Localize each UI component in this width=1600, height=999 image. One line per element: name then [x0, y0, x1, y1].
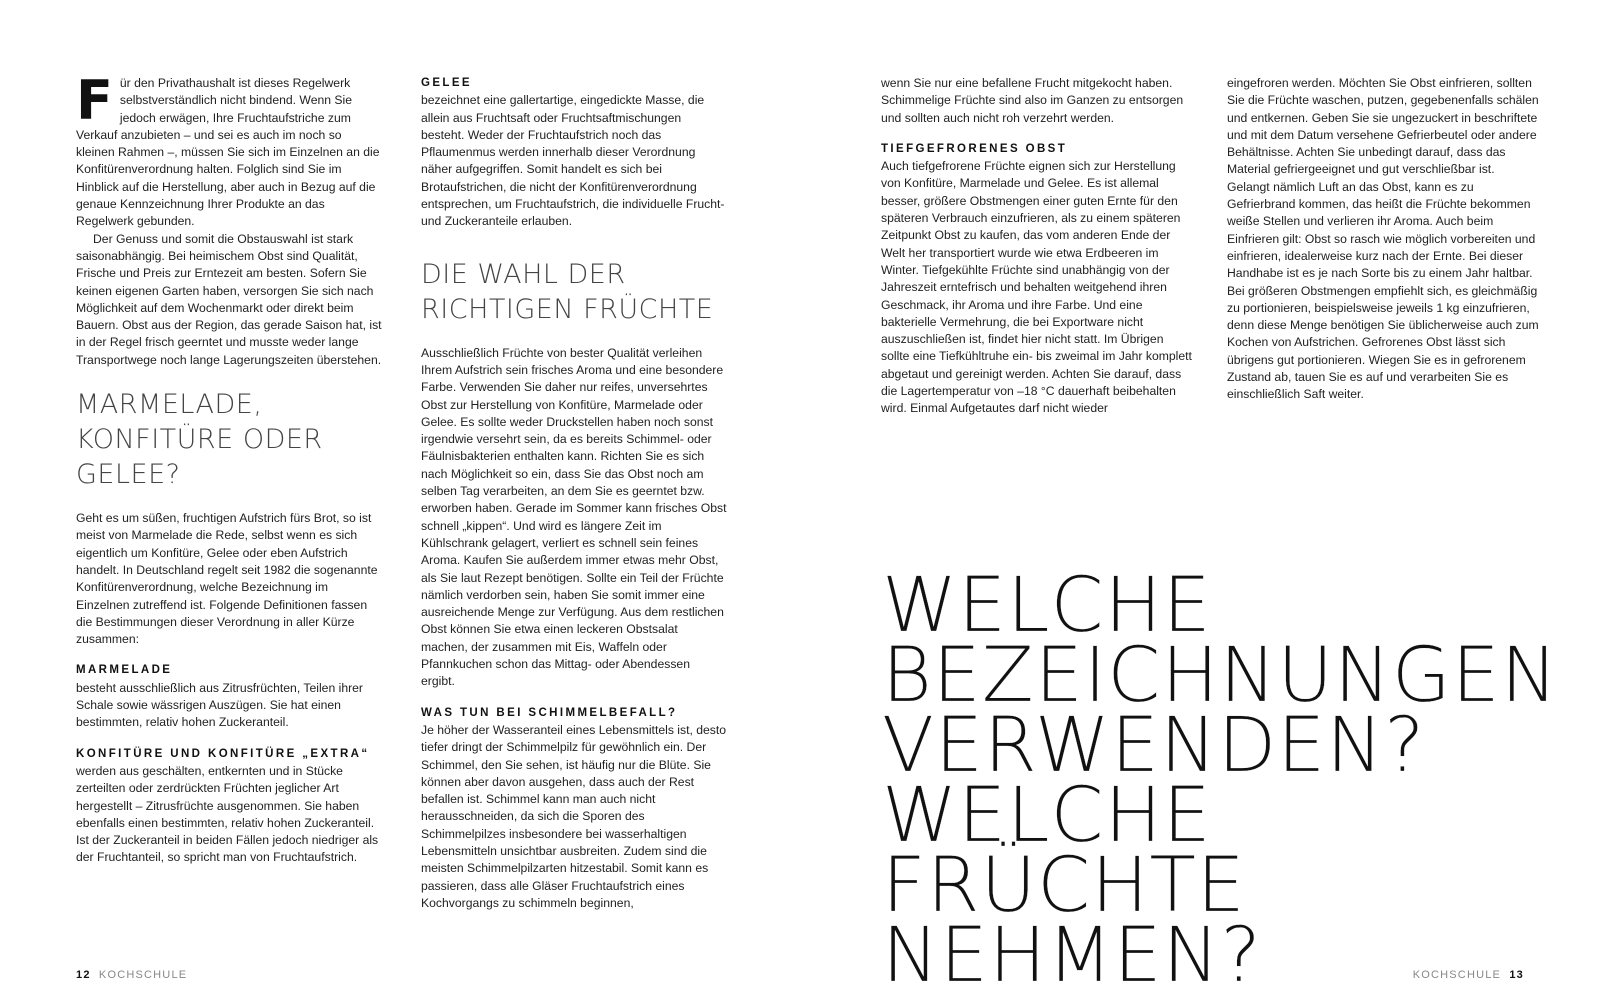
- section-heading-marmelade: MARMELADE, KONFITÜRE ODER GELEE?: [76, 389, 323, 491]
- left-column-1: [76, 69, 382, 867]
- fruit-selection-paragraph: Ausschließlich Früchte von bester Qualität verleihen Ihrem Aufstrich sein frisches Aroma und eine besondere Farbe. Verwenden Sie daher nur reifes, unversehrtes Obst zur Herstellung von Konfitüre, Marmelade oder Gelee. Es sollte weder Druckstellen haben noch sonst irgendwie versehrt sein, da es bereits Schimmel- oder Fäulnisbakterien enthalten kann. Richten Sie es sich nach Möglichkeit so ein, dass Sie das Obst noch am selben Tag verarbeiten, an dem Sie es geerntet bzw. erworben haben. Gerade im Sommer kann frisches Obst schnell „kippen“. Und wird es längere Zeit im Kühlschrank gelagert, verliert es schnell sein feines Aroma. Kaufen Sie außerdem immer etwas mehr Obst, als Sie laut Rezept benötigen. Sollte ein Teil der Früchte nämlich verdorben sein, haben Sie somit immer eine ausreichende Menge zur Verfügung. Aus dem restlichen Obst können Sie etwa einen leckeren Obstsalat machen, der zusammen mit Eis, Waffeln oder Pfannkuchen schon das Mittag- oder Abendessen ergibt.: [421, 345, 727, 689]
- footer-label-right: KOCHSCHULE: [1412, 969, 1502, 981]
- right-column-1: [881, 75, 1193, 418]
- einfrieren-paragraph: eingefroren werden. Möchten Sie Obst einfrieren, sollten Sie die Früchte waschen, putzen, gegebenenfalls schälen und entkernen. Geben Sie sie ungezuckert in beschriftete und mit dem Datum versehene Gefrierbeutel oder andere Behältnisse. Achten Sie unbedingt darauf, dass das Material gefriergeeignet und gut verschließbar ist. Gelangt nämlich Luft an das Obst, kann es zu Gefrierbrand kommen, das heißt die Früchte bekommen weiße Stellen und verlieren ihr Aroma. Auch beim Einfrieren gilt: Obst so rasch wie möglich vorbereiten und einfrieren, idealerweise kurz nach der Ernte. Bei dieser Handhabe ist es je nach Sorte bis zu einem Jahr haltbar. Bei größeren Obstmengen empfiehlt sich, es gleichmäßig zu portionieren, beispielsweise jeweils 1 kg einzufrieren, denn diese Menge benötigen Sie üblicherweise auch zum Kochen von Aufstrichen. Gefrorenes Obst lässt sich übrigens gut portionieren. Wiegen Sie es in gefrorenem Zustand ab, tauen Sie es auf und verarbeiten Sie es einschließlich Saft weiter.: [1227, 76, 1539, 402]
- section-heading-fruechte: DIE WAHL DER RICHTIGEN FRÜCHTE: [421, 258, 714, 325]
- subheading-marmelade: MARMELADE: [76, 664, 173, 677]
- konfituere-definition: werden aus geschälten, entkernten und in Stücke zerteilten oder zerdrückten Früchten jeglicher Art hergestellt – Zitrusfrüchte ausgenommen. Sie haben ebenfalls einen bestimmten, relativ hohen Zuckeranteil. Ist der Zuckeranteil in beiden Fällen jedoch niedriger als der Fruchtanteil, so spricht man von Fruchtaufstrich.: [76, 763, 379, 865]
- page-number-left: 12: [76, 969, 91, 981]
- big-question-headline: WELCHE BEZEICHNUNGEN VERWENDEN? WELCHE FRÜCHTE NEHMEN?: [882, 560, 1559, 999]
- left-column-2: [421, 75, 727, 912]
- subheading-tiefgefroren: TIEFGEFRORENES OBST: [881, 142, 1068, 155]
- intro-paragraph: ür den Privathaushalt ist dieses Regelwerk selbstverständlich nicht bindend. Wenn Sie jedoch erwägen, Ihre Fruchtaufstriche zum Verkauf anzubieten – und sei es auch im noch so kleinen Rahmen –, müssen Sie sich im Einzelnen an die Konfitürenverordnung halten. Folglich sind Sie im Hinblick auf die Herstellung, aber auch in Bezug auf die genaue Kennzeichnung Ihrer Produkte an das Regelwerk gebunden.: [76, 76, 380, 229]
- tiefgefroren-paragraph: Auch tiefgefrorene Früchte eignen sich zur Herstellung von Konfitüre, Marmelade und Gelee. Es ist allemal besser, größere Obstmengen einer guten Ernte für den späteren Verbrauch einzufrieren, als zu einem späteren Zeitpunkt Obst zu kaufen, das vom anderen Ende der Welt her transportiert wurde wie etwa Erdbeeren im Winter. Tiefgekühlte Früchte sind unabhängig von der Jahreszeit erntefrisch und behalten weitgehend ihren Geschmack, ihr Aroma und ihre Farbe. Und eine bakterielle Vermehrung, die bei Exportware nicht auszuschließen ist, findet hier nicht statt. Im Übrigen sollte eine Tiefkühltruhe ein- bis zweimal im Jahr komplett abgetaut und gereinigt werden. Achten Sie darauf, dass die Lagertemperatur von –18 °C dauerhaft beibehalten wird. Einmal Aufgetautes darf nicht wieder: [881, 159, 1192, 416]
- left-page-footer: [76, 969, 187, 981]
- page-number-right: 13: [1509, 969, 1524, 981]
- subheading-konfituere: KONFITÜRE UND KONFITÜRE „EXTRA“: [76, 747, 370, 760]
- schimmel-continued-paragraph: wenn Sie nur eine befallene Frucht mitgekocht haben. Schimmelige Früchte sind also im Ganzen zu entsorgen und sollten auch nicht roh verzehrt werden.: [881, 76, 1184, 125]
- definitions-intro-paragraph: Geht es um süßen, fruchtigen Aufstrich fürs Brot, so ist meist von Marmelade die Rede, selbst wenn es sich eigentlich um Konfitüre, Gelee oder eben Aufstrich handelt. In Deutschland regelt seit 1982 die sogenannte Konfitürenverordnung, welche Bezeichnung im Einzelnen zutreffend ist. Folgende Definitionen fassen die Bestimmungen dieser Verordnung in aller Kürze zusammen:: [76, 511, 378, 647]
- subheading-gelee: GELEE: [421, 77, 472, 89]
- season-paragraph: Der Genuss und somit die Obstauswahl ist stark saisonabhängig. Bei heimischem Obst sind Qualität, Frische und Preis zur Erntezeit am besten. Sofern Sie keinen eigenen Garten haben, versorgen Sie sich nach Möglichkeit auf dem Wochenmarkt oder direkt beim Bauern. Obst aus der Region, das gerade Saison hat, ist in der Regel frisch geerntet und musste weder lange Transportwege noch lange Lagerungszeiten überstehen.: [76, 231, 382, 367]
- schimmel-paragraph: Je höher der Wasseranteil eines Lebensmittels ist, desto tiefer dringt der Schimmelpilz für gewöhnlich ein. Der Schimmel, den Sie sehen, ist häufig nur die Blüte. Sie können aber davon ausgehen, dass auch der Rest befallen ist. Schimmel kann man auch nicht herausschneiden, da sich die Sporen des Schimmelpilzes insbesondere bei wasserhaltigen Lebensmitteln unsichtbar ausbreiten. Zudem sind die meisten Schimmelpilzarten hitzestabil. Somit kann es passieren, dass alle Gläser Fruchtaufstrich eines Kochvorgangs zu schimmeln beginnen,: [421, 722, 727, 910]
- footer-label-left: KOCHSCHULE: [98, 969, 188, 981]
- drop-cap: F: [76, 69, 113, 132]
- right-column-2: [1227, 75, 1539, 404]
- subheading-schimmel: WAS TUN BEI SCHIMMELBEFALL?: [421, 706, 678, 719]
- right-page-footer: [1413, 969, 1524, 981]
- marmelade-definition: besteht ausschließlich aus Zitrusfrüchten, Teilen ihrer Schale sowie wässrigen Auszügen. Sie hat einen bestimmten, relativ hohen Zuckeranteil.: [76, 680, 363, 730]
- gelee-definition: bezeichnet eine gallertartige, eingedickte Masse, die allein aus Fruchtsaft oder Fruchtsaftmischungen besteht. Weder der Fruchtaufstrich noch das Pflaumenmus werden innerhalb dieser Verordnung näher aufgegriffen. Somit handelt es sich bei Brotaufstrichen, die nicht der Konfitürenverordnung entsprechen, um Fruchtaufstrich, die individuelle Frucht- und Zuckeranteile erlauben.: [421, 93, 725, 229]
